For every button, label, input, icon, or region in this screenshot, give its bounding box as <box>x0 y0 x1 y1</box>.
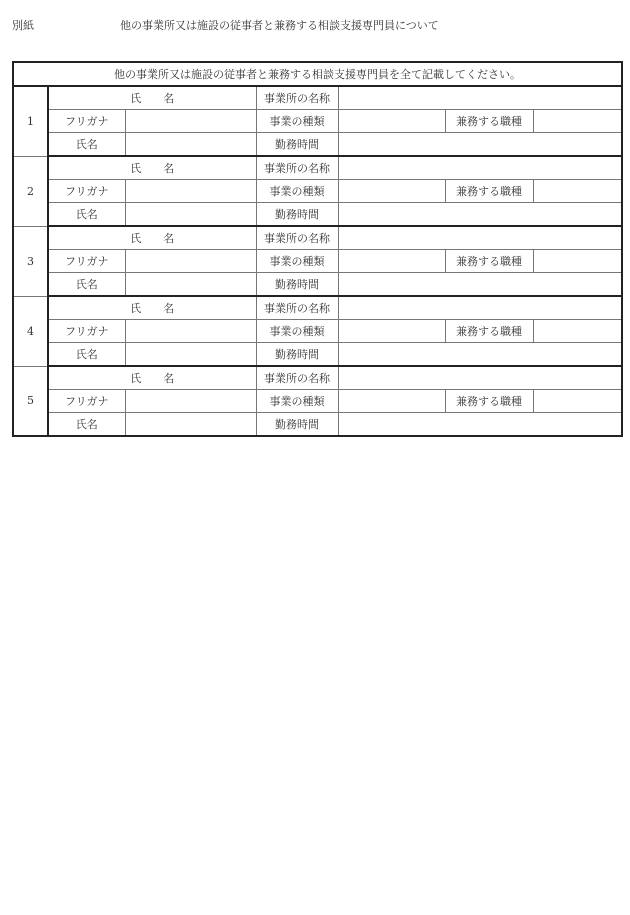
work-hours-label: 勤務時間 <box>256 413 338 437</box>
name-label: 氏名 <box>48 413 125 437</box>
concurrent-job-field[interactable] <box>533 250 622 273</box>
work-hours-field[interactable] <box>338 203 622 227</box>
concurrent-job-field[interactable] <box>533 320 622 343</box>
furigana-label: フリガナ <box>48 390 125 413</box>
document-title: 他の事業所又は施設の従事者と兼務する相談支援専門員について <box>120 19 439 32</box>
name-header-label: 氏 名 <box>48 156 256 180</box>
office-name-label: 事業所の名称 <box>256 296 338 320</box>
concurrent-job-label: 兼務する職種 <box>445 250 533 273</box>
furigana-field[interactable] <box>125 320 256 343</box>
name-label: 氏名 <box>48 133 125 157</box>
concurrent-job-field[interactable] <box>533 110 622 133</box>
entry-row-name <box>13 413 622 437</box>
work-hours-field[interactable] <box>338 273 622 297</box>
concurrent-job-label: 兼務する職種 <box>445 110 533 133</box>
entry-row-name-header <box>13 366 622 390</box>
office-name-label: 事業所の名称 <box>256 156 338 180</box>
work-hours-label: 勤務時間 <box>256 203 338 227</box>
table-caption: 他の事業所又は施設の従事者と兼務する相談支援専門員を全て記載してください。 <box>13 62 622 86</box>
office-name-field[interactable] <box>338 156 622 180</box>
entry-row-furigana <box>13 110 622 133</box>
name-field[interactable] <box>125 133 256 157</box>
business-type-field[interactable] <box>338 250 445 273</box>
entry-row-name-header <box>13 86 622 110</box>
furigana-field[interactable] <box>125 180 256 203</box>
business-type-label: 事業の種類 <box>256 390 338 413</box>
office-name-field[interactable] <box>338 366 622 390</box>
office-name-field[interactable] <box>338 226 622 250</box>
concurrent-job-field[interactable] <box>533 390 622 413</box>
business-type-label: 事業の種類 <box>256 320 338 343</box>
entry-row-name-header <box>13 296 622 320</box>
name-field[interactable] <box>125 203 256 227</box>
name-field[interactable] <box>125 343 256 367</box>
concurrent-job-field[interactable] <box>533 180 622 203</box>
entry-row-name-header <box>13 226 622 250</box>
name-header-label: 氏 名 <box>48 296 256 320</box>
office-name-field[interactable] <box>338 296 622 320</box>
furigana-label: フリガナ <box>48 180 125 203</box>
entry-row-name <box>13 203 622 227</box>
entry-row-furigana <box>13 180 622 203</box>
furigana-label: フリガナ <box>48 250 125 273</box>
entry-row-name <box>13 133 622 157</box>
concurrent-job-label: 兼務する職種 <box>445 390 533 413</box>
entry-row-furigana <box>13 390 622 413</box>
concurrent-job-label: 兼務する職種 <box>445 320 533 343</box>
business-type-field[interactable] <box>338 320 445 343</box>
furigana-field[interactable] <box>125 110 256 133</box>
name-label: 氏名 <box>48 343 125 367</box>
name-header-label: 氏 名 <box>48 226 256 250</box>
entry-number: 5 <box>13 366 48 436</box>
concurrent-job-label: 兼務する職種 <box>445 180 533 203</box>
entry-row-furigana <box>13 250 622 273</box>
work-hours-field[interactable] <box>338 413 622 437</box>
office-name-label: 事業所の名称 <box>256 86 338 110</box>
furigana-field[interactable] <box>125 250 256 273</box>
work-hours-field[interactable] <box>338 343 622 367</box>
business-type-field[interactable] <box>338 390 445 413</box>
name-field[interactable] <box>125 273 256 297</box>
furigana-label: フリガナ <box>48 110 125 133</box>
business-type-label: 事業の種類 <box>256 180 338 203</box>
furigana-label: フリガナ <box>48 320 125 343</box>
entry-number: 4 <box>13 296 48 366</box>
name-label: 氏名 <box>48 203 125 227</box>
office-name-label: 事業所の名称 <box>256 366 338 390</box>
name-field[interactable] <box>125 413 256 437</box>
work-hours-label: 勤務時間 <box>256 133 338 157</box>
concurrent-staff-table <box>12 61 623 437</box>
entry-row-name <box>13 343 622 367</box>
attachment-label: 別紙 <box>12 19 34 32</box>
business-type-field[interactable] <box>338 180 445 203</box>
name-header-label: 氏 名 <box>48 366 256 390</box>
business-type-field[interactable] <box>338 110 445 133</box>
name-label: 氏名 <box>48 273 125 297</box>
entry-row-name-header <box>13 156 622 180</box>
office-name-label: 事業所の名称 <box>256 226 338 250</box>
entry-row-name <box>13 273 622 297</box>
furigana-field[interactable] <box>125 390 256 413</box>
office-name-field[interactable] <box>338 86 622 110</box>
business-type-label: 事業の種類 <box>256 250 338 273</box>
work-hours-label: 勤務時間 <box>256 273 338 297</box>
entry-number: 3 <box>13 226 48 296</box>
business-type-label: 事業の種類 <box>256 110 338 133</box>
work-hours-label: 勤務時間 <box>256 343 338 367</box>
name-header-label: 氏 名 <box>48 86 256 110</box>
entry-number: 2 <box>13 156 48 226</box>
entry-row-furigana <box>13 320 622 343</box>
entry-number: 1 <box>13 86 48 156</box>
work-hours-field[interactable] <box>338 133 622 157</box>
